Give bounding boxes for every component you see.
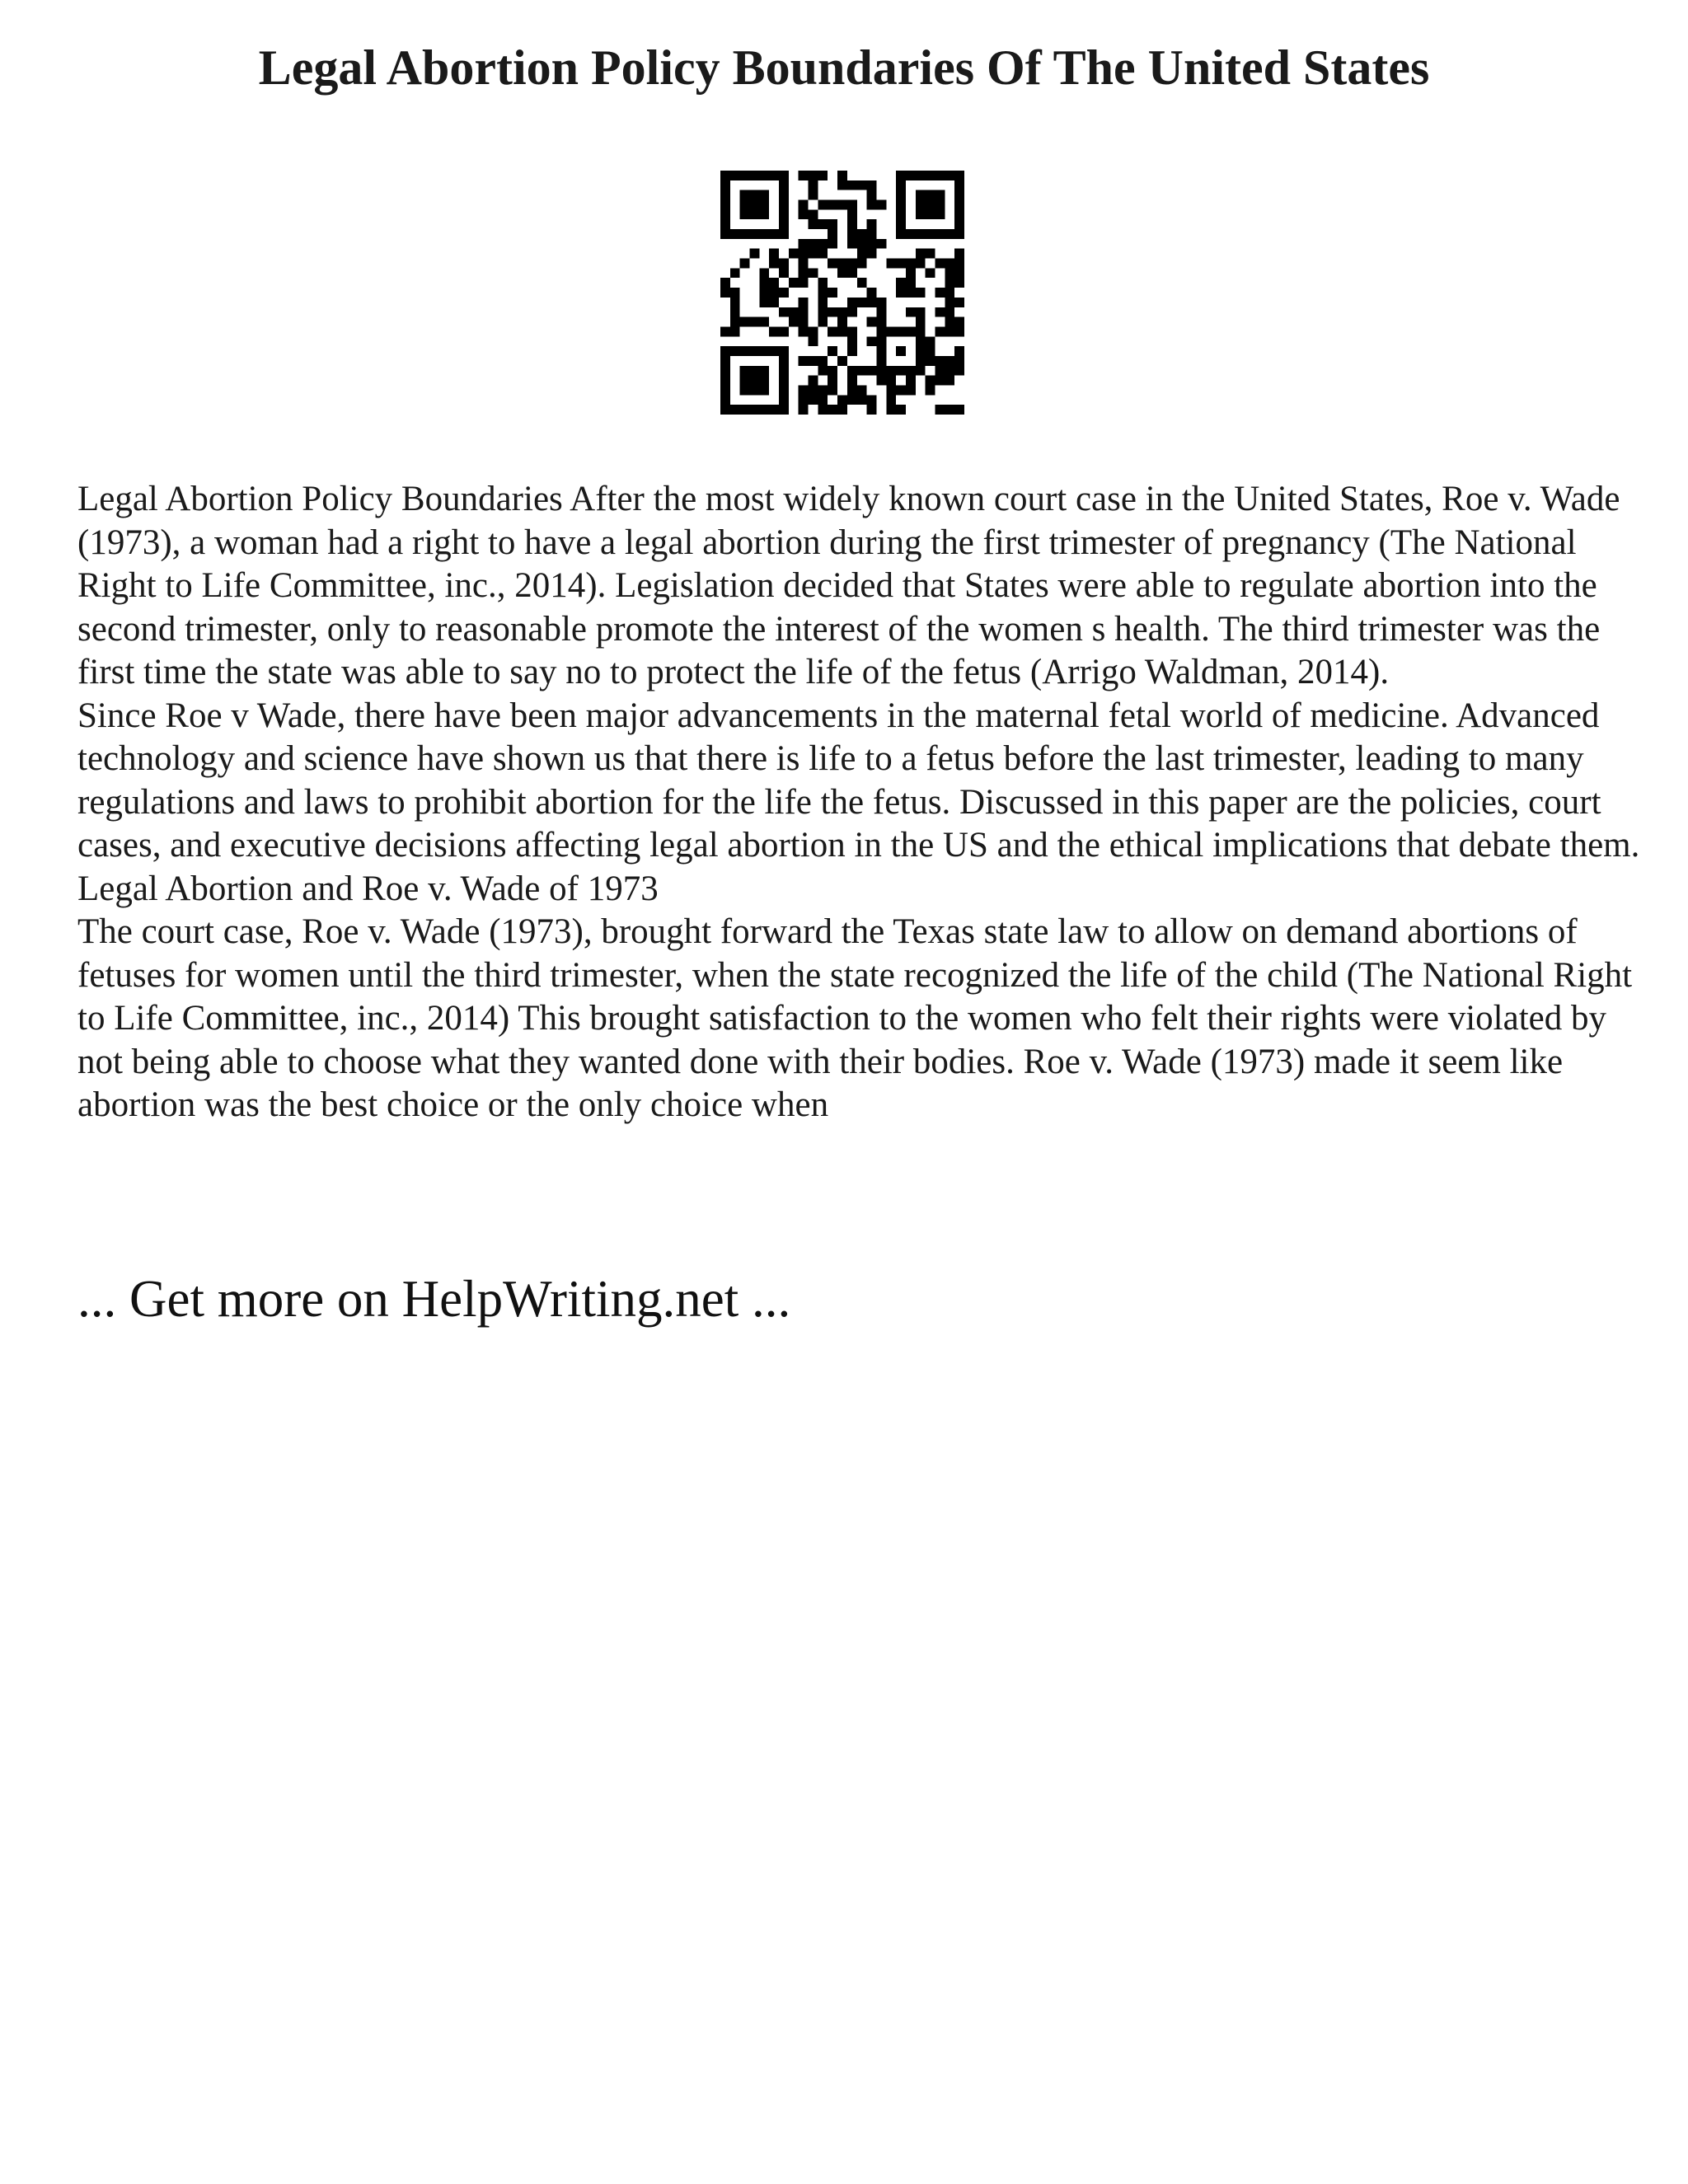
document-title: Legal Abortion Policy Boundaries Of The United States [258, 40, 1430, 95]
get-more-link[interactable]: ... Get more on HelpWriting.net ... [77, 1270, 791, 1328]
document-body [77, 478, 1643, 1127]
body-paragraph: Since Roe v Wade, there have been major advancements in the maternal fetal world of medicine. Advanced technology and science have shown us that there is life to a fetus before the last trimester, leading to many regulations and laws to prohibit abortion for the life the fetus. Discussed in this paper are the policies, court cases, and executive decisions affecting legal abortion in the US and the ethical implications that debate them. [77, 696, 1640, 865]
section-heading: Legal Abortion and Roe v. Wade of 1973 [77, 869, 659, 908]
body-paragraph: Legal Abortion Policy Boundaries After the most widely known court case in the United States, Roe v. Wade (1973), a woman had a right to have a legal abortion during the first trimester of pregnancy (The National Right to Life Committee, inc., 2014). Legislation decided that States were able to regulate abortion into the second trimester, only to reasonable promote the interest of the women s health. The third trimester was the first time the state was able to say no to protect the life of the fetus (Arrigo Waldman, 2014). [77, 480, 1620, 691]
body-paragraph: The court case, Roe v. Wade (1973), brought forward the Texas state law to allow on demand abortions of fetuses for women until the third trimester, when the state recognized the life of the child (The National Right to Life Committee, inc., 2014) This brought satisfaction to the women who felt their rights were violated by not being able to choose what they wanted done with their bodies. Roe v. Wade (1973) made it seem like abortion was the best choice or the only choice when [77, 912, 1633, 1124]
qr-code-icon[interactable] [720, 171, 964, 415]
